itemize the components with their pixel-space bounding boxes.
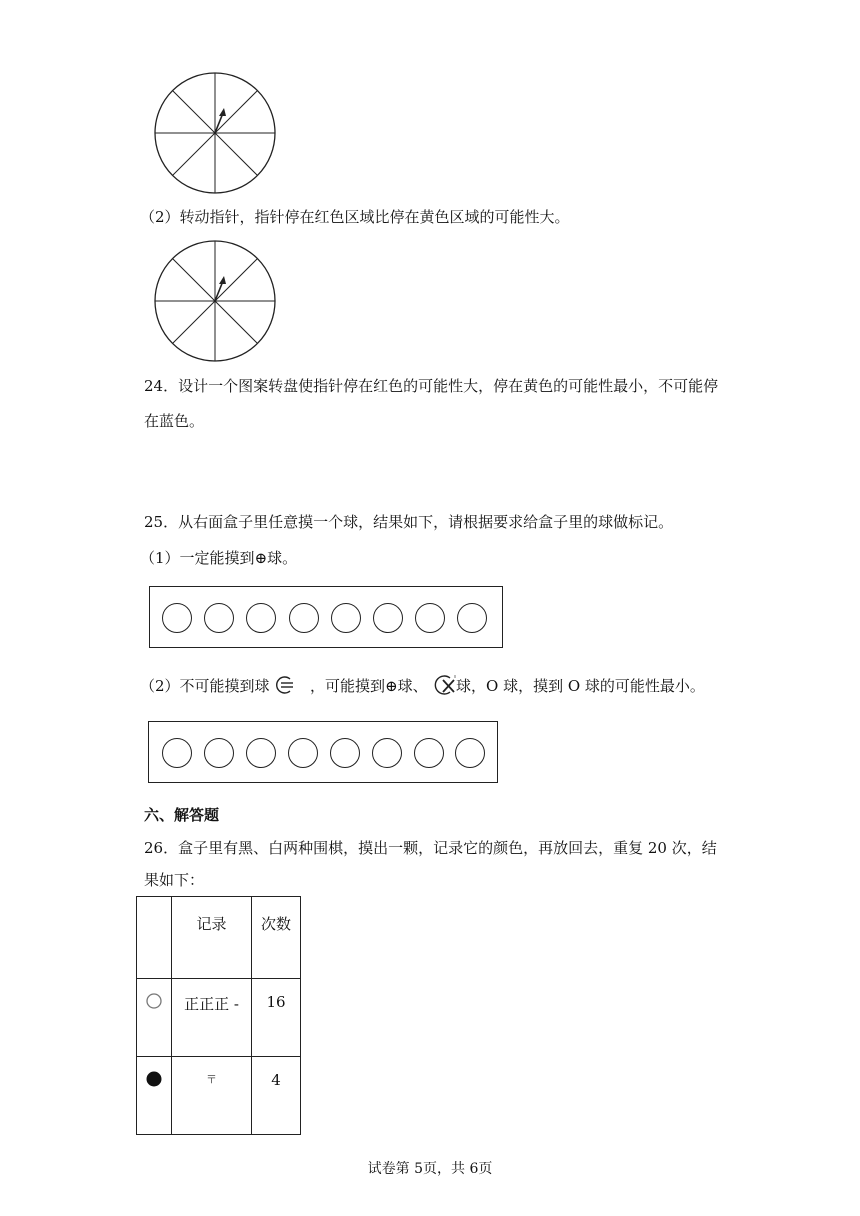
q25-part2-b: ，可能摸到⊕球、 xyxy=(310,677,428,695)
q25-part1: （1）一定能摸到⊕球。 xyxy=(140,549,298,567)
q25-part2-a: （2）不可能摸到球 xyxy=(140,677,270,695)
spinner-diagram-1 xyxy=(150,71,280,196)
ball-1-1[interactable] xyxy=(162,603,192,633)
q26-line2: 果如下： xyxy=(144,871,205,889)
spinner-diagram-2 xyxy=(150,239,280,364)
ball-box-1 xyxy=(149,586,503,648)
table-header-empty xyxy=(137,897,172,979)
ball-1-6[interactable] xyxy=(373,603,403,633)
q25-part2-c: 球，O 球，摸到 O 球的可能性最小。 xyxy=(456,677,705,695)
equals-ball-icon xyxy=(274,675,296,695)
ball-1-2[interactable] xyxy=(204,603,234,633)
count-cell: 4 xyxy=(252,1057,301,1135)
record-cell: 正正正 - xyxy=(172,979,252,1057)
q24-line2: 在蓝色。 xyxy=(144,412,205,430)
record-cell: 〒 xyxy=(172,1057,252,1135)
table-row xyxy=(137,1057,301,1135)
white-circle-icon xyxy=(137,979,172,1057)
ball-1-7[interactable] xyxy=(415,603,445,633)
ball-2-1[interactable] xyxy=(162,738,192,768)
ball-box-2 xyxy=(148,721,498,783)
ball-2-6[interactable] xyxy=(372,738,402,768)
black-circle-icon xyxy=(137,1057,172,1135)
page-footer: 试卷第 5页，共 6页 xyxy=(367,1161,493,1177)
ball-1-3[interactable] xyxy=(246,603,276,633)
table-row xyxy=(137,979,301,1057)
table-header-record: 记录 xyxy=(172,897,252,979)
record-table xyxy=(136,896,301,1135)
ball-2-8[interactable] xyxy=(455,738,485,768)
ball-2-3[interactable] xyxy=(246,738,276,768)
ball-2-7[interactable] xyxy=(414,738,444,768)
ball-2-5[interactable] xyxy=(330,738,360,768)
q23-part2-text: （2）转动指针，指针停在红色区域比停在黄色区域的可能性大。 xyxy=(140,208,570,226)
section-title: 六、解答题 xyxy=(144,806,220,824)
ball-1-5[interactable] xyxy=(331,603,361,633)
q24-line1: 24．设计一个图案转盘使指针停在红色的可能性大，停在黄色的可能性最小，不可能停 xyxy=(144,377,719,395)
ball-2-4[interactable] xyxy=(288,738,318,768)
q25-title: 25．从右面盒子里任意摸一个球，结果如下，请根据要求给盒子里的球做标记。 xyxy=(144,513,674,531)
q26-line1: 26．盒子里有黑、白两种围棋，摸出一颗，记录它的颜色，再放回去，重复 20 次，结 xyxy=(144,839,717,857)
ball-1-4[interactable] xyxy=(289,603,319,633)
ball-1-8[interactable] xyxy=(457,603,487,633)
count-cell: 16 xyxy=(252,979,301,1057)
table-header-count: 次数 xyxy=(252,897,301,979)
ball-2-2[interactable] xyxy=(204,738,234,768)
